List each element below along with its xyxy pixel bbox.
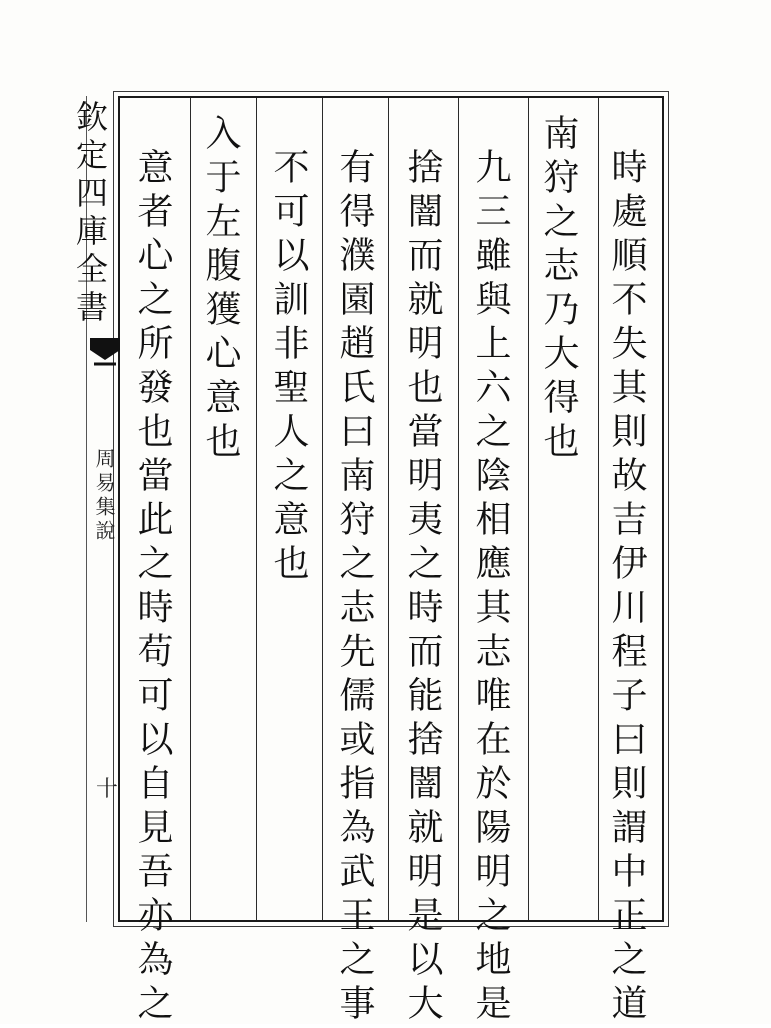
text-column-2: 南狩之志乃大得也: [538, 114, 579, 466]
text-column-1: 時處順不失其則故吉伊川程子曰則謂中正之道: [606, 148, 647, 1028]
column-rule: [598, 98, 599, 920]
column-rule: [322, 98, 323, 920]
column-rule: [458, 98, 459, 920]
column-rule: [256, 98, 257, 920]
text-column-3: 九三雖與上六之陰相應其志唯在於陽明之地是: [470, 148, 511, 1028]
fishtail-mark-icon: [88, 336, 122, 372]
text-column-4: 捨闇而就明也當明夷之時而能捨闇就明是以大: [402, 148, 443, 1028]
text-column-5: 有得濮園趙氏曰南狩之志先儒或指為武王之事: [334, 148, 375, 1028]
book-title: 周易集說: [92, 448, 116, 544]
collection-title: 欽定四庫全書: [71, 100, 109, 328]
text-column-7: 入于左腹獲心意也: [200, 114, 241, 466]
column-rule: [528, 98, 529, 920]
column-rule: [388, 98, 389, 920]
text-column-6: 不可以訓非聖人之意也: [268, 148, 309, 588]
page-number: 十: [96, 777, 119, 802]
column-rule: [190, 98, 191, 920]
text-column-8: 意者心之所發也當此之時苟可以自見吾亦為之: [132, 148, 173, 1028]
